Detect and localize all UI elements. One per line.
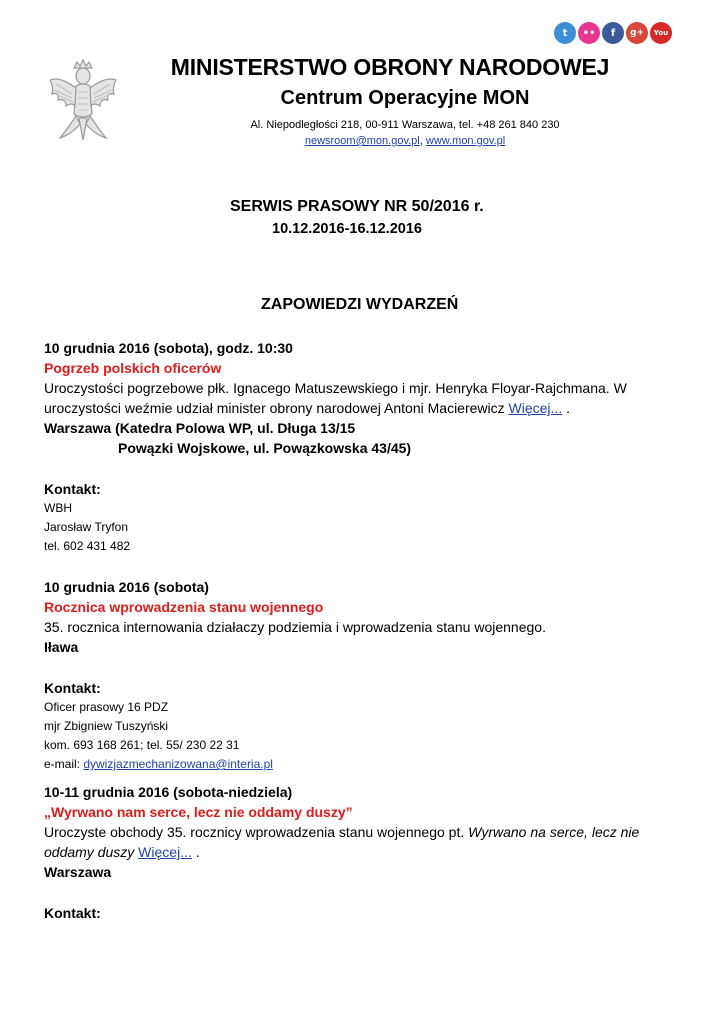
contact-line: kom. 693 168 261; tel. 55/ 230 22 31 (44, 738, 240, 752)
youtube-icon[interactable]: You (650, 22, 672, 44)
website-link[interactable]: www.mon.gov.pl (425, 135, 506, 147)
press-service-title: SERWIS PRASOWY NR 50/2016 r. (230, 198, 484, 215)
twitter-icon[interactable]: t (554, 22, 576, 44)
event-title: „Wyrwano nam serce, lecz nie oddamy duszy” (44, 804, 353, 820)
flickr-icon[interactable]: •• (578, 22, 600, 44)
more-link[interactable]: Więcej... (508, 400, 563, 416)
contact-label: Kontakt: (44, 481, 101, 497)
link-separator: , (419, 135, 426, 147)
event-item (44, 338, 684, 556)
contact-line: Jarosław Tryfon (44, 520, 129, 534)
more-link[interactable]: Więcej... (138, 844, 192, 860)
event-description-italic: Wyrwano na serce, lecz nie oddamy duszy (44, 824, 640, 860)
contact-label: Kontakt: (44, 905, 101, 921)
event-description: 35. rocznica internowania działaczy podziemia i wprowadzenia stanu wojennego. (44, 619, 546, 635)
contact-email-link[interactable]: dywizjazmechanizowana@interia.pl (83, 757, 273, 771)
contact-line: tel. 602 431 482 (44, 539, 131, 553)
event-title: Pogrzeb polskich oficerów (44, 360, 222, 376)
event-description: Uroczystości pogrzebowe płk. Ignacego Matuszewskiego i mjr. Henryka Floyar-Rajchmana. W uroczystości weźmie udział minister obrony narodowej Antoni Macierewicz Więcej... . (44, 380, 627, 416)
event-item (44, 782, 684, 923)
contact-line: Oficer prasowy 16 PDZ (44, 700, 169, 714)
event-location: Iława (44, 639, 79, 655)
page-title: MINISTERSTWO OBRONY NARODOWEJ (170, 54, 610, 80)
section-title: ZAPOWIEDZI WYDARZEŃ (261, 296, 459, 313)
facebook-icon[interactable]: f (602, 22, 624, 44)
events-list (44, 338, 684, 923)
ministry-address: Al. Niepodległości 218, 00-911 Warszawa, tel. +48 261 840 230 (250, 119, 560, 131)
press-service-dates: 10.12.2016-16.12.2016 (272, 221, 422, 237)
event-date: 10-11 grudnia 2016 (sobota-niedziela) (44, 784, 293, 800)
google-plus-icon[interactable]: g+ (626, 22, 648, 44)
event-title: Rocznica wprowadzenia stanu wojennego (44, 599, 324, 615)
event-location-2: Powązki Wojskowe, ul. Powązkowska 43/45) (118, 440, 412, 456)
social-links (554, 22, 672, 44)
contact-email-line: e-mail: dywizjazmechanizowana@interia.pl (44, 757, 273, 771)
page-subtitle: Centrum Operacyjne MON (280, 87, 530, 109)
email-link[interactable]: newsroom@mon.gov.pl (304, 135, 420, 147)
event-location: Warszawa (44, 864, 112, 880)
contact-links (0, 135, 725, 147)
event-date: 10 grudnia 2016 (sobota), godz. 10:30 (44, 340, 293, 356)
contact-label: Kontakt: (44, 680, 101, 696)
event-description: Uroczyste obchody 35. rocznicy wprowadzenia stanu wojennego pt. Wyrwano na serce, lecz nie oddamy duszy Więcej... . (44, 824, 640, 860)
contact-line: mjr Zbigniew Tuszyński (44, 719, 169, 733)
event-location: Warszawa (Katedra Polowa WP, ul. Długa 13/15 (44, 420, 356, 436)
contact-line: WBH (44, 501, 72, 515)
event-item (44, 577, 684, 774)
event-date: 10 grudnia 2016 (sobota) (44, 579, 209, 595)
